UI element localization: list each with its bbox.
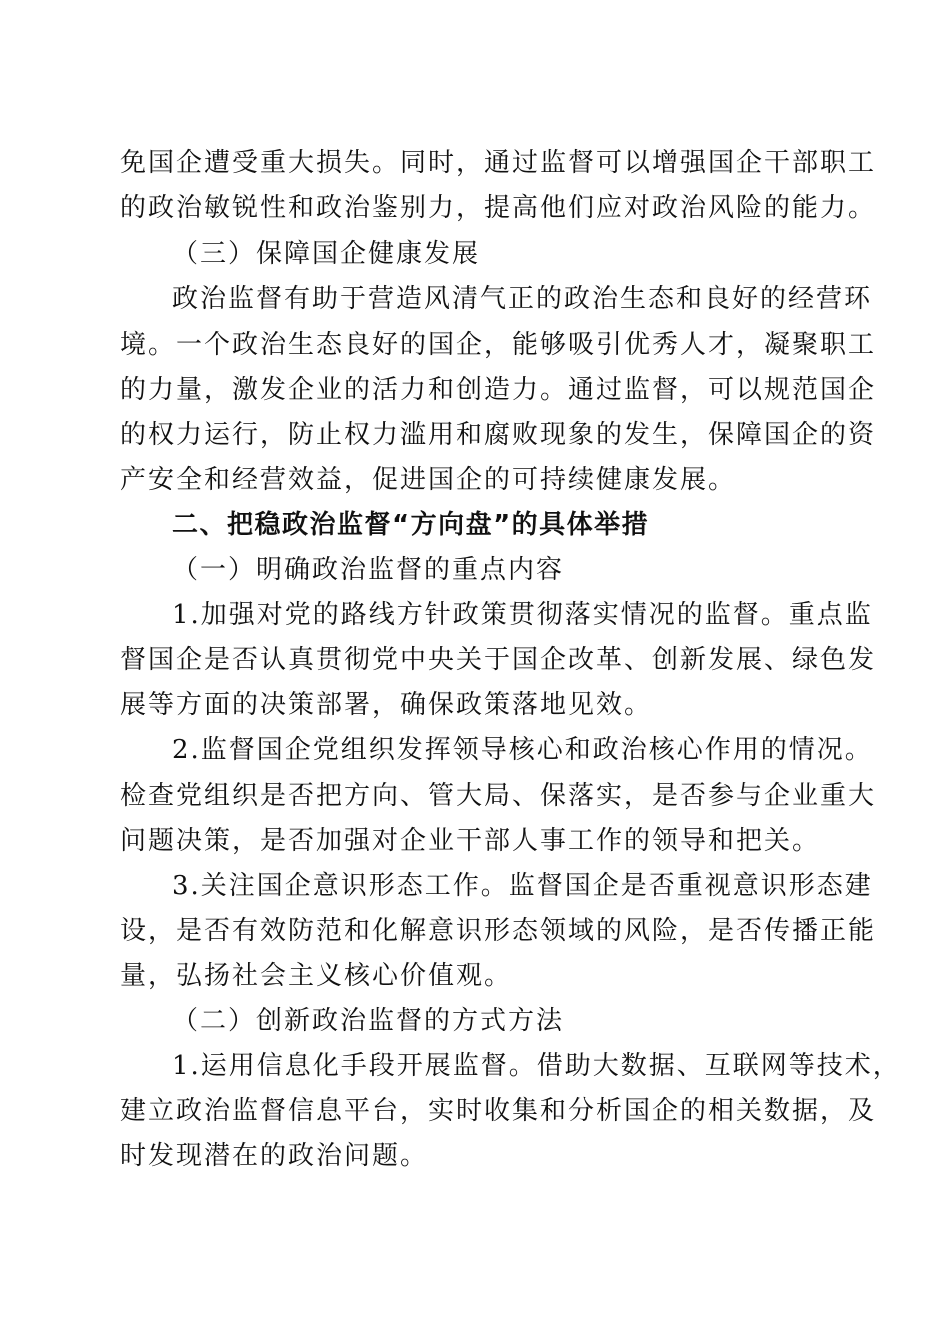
paragraph-line: 的权力运行，防止权力滥用和腐败现象的发生，保障国企的资 xyxy=(120,420,877,450)
paragraph-line: 的力量，激发企业的活力和创造力。通过监督，可以规范国企 xyxy=(120,375,877,405)
paragraph-line: 2.监督国企党组织发挥领导核心和政治核心作用的情况。 xyxy=(172,735,873,765)
paragraph-line: 的政治敏锐性和政治鉴别力，提高他们应对政治风险的能力。 xyxy=(120,193,877,223)
paragraph-line: 免国企遭受重大损失。同时，通过监督可以增强国企干部职工 xyxy=(120,148,877,178)
chapter-heading-2: 二、把稳政治监督“方向盘”的具体举措 xyxy=(172,510,650,540)
paragraph-line: 展等方面的决策部署，确保政策落地见效。 xyxy=(120,690,653,720)
section-heading-2: （二）创新政治监督的方式方法 xyxy=(172,1006,565,1036)
paragraph-line: 建立政治监督信息平台，实时收集和分析国企的相关数据，及 xyxy=(120,1096,877,1126)
paragraph-line: 1.运用信息化手段开展监督。借助大数据、互联网等技术， xyxy=(172,1051,901,1081)
paragraph-line: 政治监督有助于营造风清气正的政治生态和良好的经营环 xyxy=(172,284,873,314)
section-heading-1: （一）明确政治监督的重点内容 xyxy=(172,555,565,585)
paragraph-line: 境。一个政治生态良好的国企，能够吸引优秀人才，凝聚职工 xyxy=(120,330,877,360)
paragraph-line: 3.关注国企意识形态工作。监督国企是否重视意识形态建 xyxy=(172,871,873,901)
paragraph-line: 量，弘扬社会主义核心价值观。 xyxy=(120,961,513,991)
paragraph-line: 设，是否有效防范和化解意识形态领域的风险，是否传播正能 xyxy=(120,916,877,946)
paragraph-line: 产安全和经营效益，促进国企的可持续健康发展。 xyxy=(120,465,737,495)
paragraph-line: 问题决策，是否加强对企业干部人事工作的领导和把关。 xyxy=(120,826,821,856)
paragraph-line: 1.加强对党的路线方针政策贯彻落实情况的监督。重点监 xyxy=(172,600,873,630)
section-heading-3: （三）保障国企健康发展 xyxy=(172,239,481,269)
paragraph-line: 督国企是否认真贯彻党中央关于国企改革、创新发展、绿色发 xyxy=(120,645,877,675)
paragraph-line: 时发现潜在的政治问题。 xyxy=(120,1141,429,1171)
paragraph-line: 检查党组织是否把方向、管大局、保落实，是否参与企业重大 xyxy=(120,781,877,811)
